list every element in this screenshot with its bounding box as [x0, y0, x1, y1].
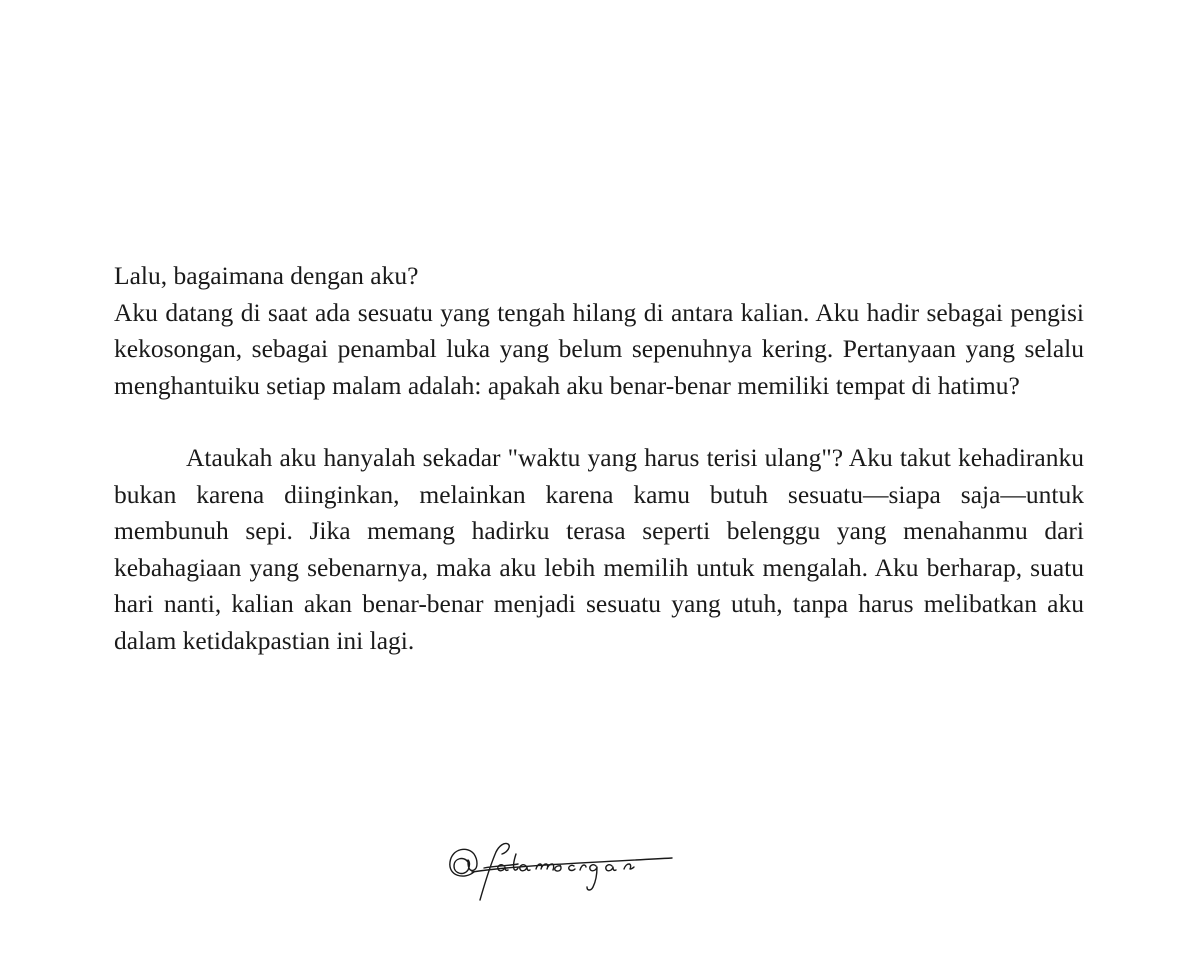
handwritten-signature [446, 832, 686, 904]
paragraph-1: Aku datang di saat ada sesuatu yang tengah hilang di antara kalian. Aku hadir sebagai pengisi kekosongan, sebagai penambal luka yang belum sepenuhnya kering. Pertanyaan yang selalu menghantuiku setiap malam adalah: apakah aku benar-benar memiliki tempat di hatimu? [114, 297, 1084, 400]
opening-line: Lalu, bagaimana dengan aku? [114, 261, 419, 290]
paragraph-2: Ataukah aku hanyalah sekadar "waktu yang harus terisi ulang"? Aku takut kehadiranku bukan karena diinginkan, melainkan karena kamu butuh sesuatu—siapa saja—untuk membunuh sepi. Jika memang hadirku terasa seperti belenggu yang menahanmu dari kebahagiaan yang sebenarnya, maka aku lebih memilih untuk mengalah. Aku berharap, suatu hari nanti, kalian akan benar-benar menjadi sesuatu yang utuh, tanpa harus melibatkan aku dalam ketidakpastian ini lagi. [114, 443, 1084, 655]
signature-graphic [446, 832, 686, 904]
document-body [114, 258, 1084, 659]
